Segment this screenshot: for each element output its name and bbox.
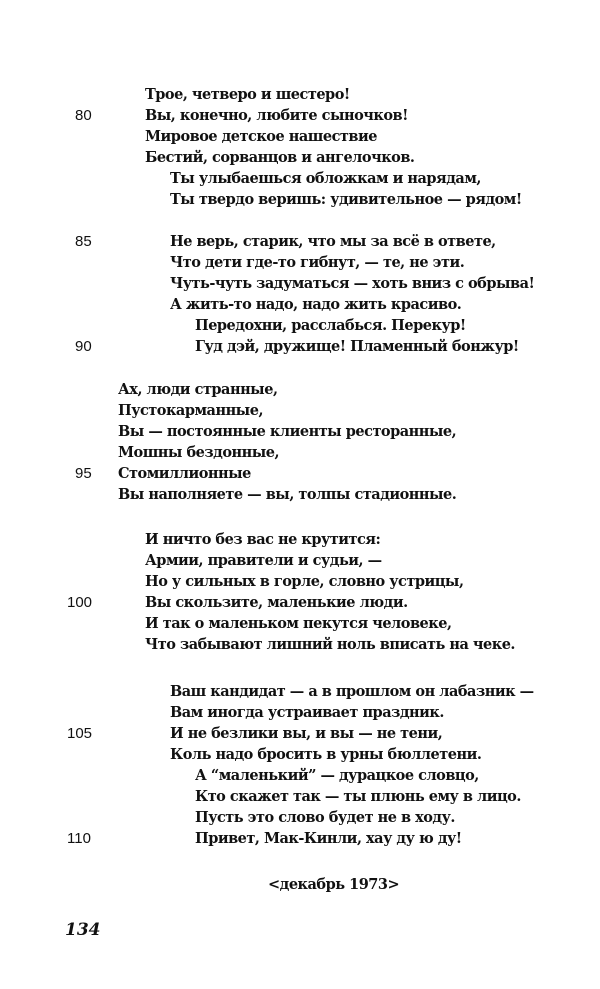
poem-line: Ваш кандидат — а в прошлом он лабазник —	[170, 683, 534, 700]
poem-line: Вам иногда устраивает праздник.	[170, 704, 444, 721]
poem-line: А жить-то надо, надо жить красиво.	[170, 296, 462, 313]
poem-line: Привет, Мак-Кинли, хау ду ю ду!	[195, 830, 462, 847]
line-number: 80	[75, 107, 92, 124]
page-number: 134	[65, 920, 101, 940]
poem-line: Стомиллионные	[118, 465, 251, 482]
poem-line: Кто скажет так — ты плюнь ему в лицо.	[195, 788, 521, 805]
poem-line: Пустокарманные,	[118, 402, 263, 419]
line-number: 90	[75, 338, 92, 355]
line-number: 110	[67, 830, 91, 847]
poem-line: И так о маленьком пекутся человеке,	[145, 615, 452, 632]
poem-date: <декабрь 1973>	[268, 876, 400, 893]
poem-line: Коль надо бросить в урны бюллетени.	[170, 746, 482, 763]
poem-line: Что забывают лишний ноль вписать на чеке.	[145, 636, 515, 653]
poem-line: И не безлики вы, и вы — не тени,	[170, 725, 443, 742]
poem-line: Гуд дэй, дружище! Пламенный бонжур!	[195, 338, 519, 355]
line-number: 105	[67, 725, 93, 742]
poem-line: Не верь, старик, что мы за всё в ответе,	[170, 233, 496, 250]
poem-line: Вы — постоянные клиенты ресторанные,	[118, 423, 457, 440]
poem-line: Ты твердо веришь: удивительное — рядом!	[170, 191, 522, 208]
line-number: 100	[67, 594, 93, 611]
line-number: 95	[75, 465, 92, 482]
poem-line: Мировое детское нашествие	[145, 128, 377, 145]
poem-line: Вы, конечно, любите сыночков!	[145, 107, 408, 124]
poem-line: Что дети где-то гибнут, — те, не эти.	[170, 254, 465, 271]
poem-line: Передохни, расслабься. Перекур!	[195, 317, 466, 334]
poem-line: Чуть-чуть задуматься — хоть вниз с обрыва!	[170, 275, 535, 292]
poem-line: Армии, правители и судьи, —	[145, 552, 382, 569]
poem-line: И ничто без вас не крутится:	[145, 531, 381, 548]
poem-line: Пусть это слово будет не в ходу.	[195, 809, 455, 826]
poem-line: Но у сильных в горле, словно устрицы,	[145, 573, 464, 590]
line-number: 85	[75, 233, 92, 250]
poem-line: Мошны бездонные,	[118, 444, 280, 461]
poem-line: Вы наполняете — вы, толпы стадионные.	[118, 486, 457, 503]
poem-line: А “маленький” — дурацкое словцо,	[195, 767, 479, 784]
poem-line: Вы скользите, маленькие люди.	[145, 594, 408, 611]
poem-line: Ах, люди странные,	[118, 381, 278, 398]
poem-line: Трое, четверо и шестеро!	[145, 86, 350, 103]
poem-line: Бестий, сорванцов и ангелочков.	[145, 149, 415, 166]
poem-line: Ты улыбаешься обложкам и нарядам,	[170, 170, 481, 187]
